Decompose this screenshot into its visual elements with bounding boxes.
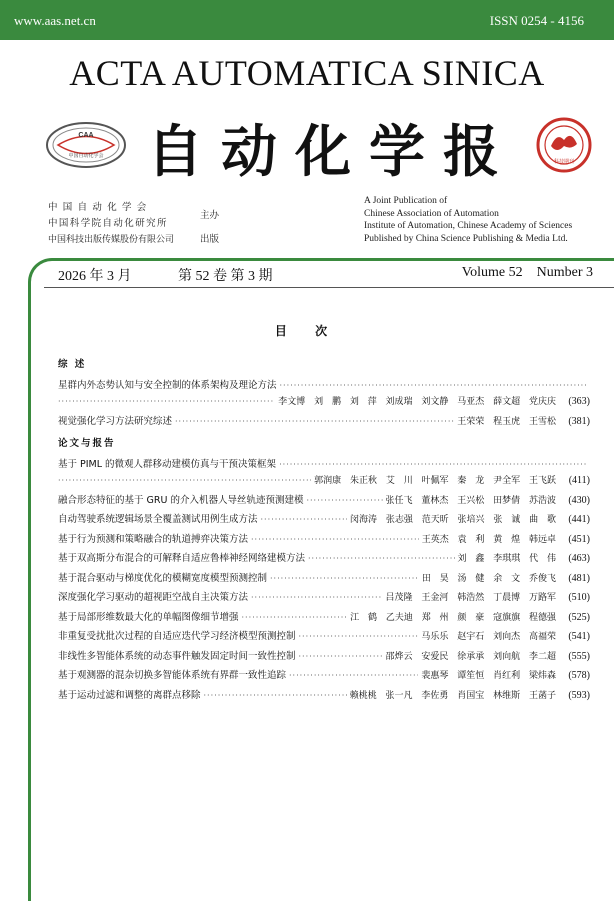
article-authors: 郭润康 朱正秋 艾 川 叶佩军 秦 龙 尹全军 王飞跃 xyxy=(314,476,556,486)
toc-entry[interactable] xyxy=(58,380,590,408)
article-authors: 邵烨云 安爱民 徐承承 刘向航 李二超 xyxy=(385,651,556,662)
issue-date: 2026 年 3 月 xyxy=(58,269,132,284)
article-page: (525) xyxy=(568,611,590,623)
caa-emblem-icon xyxy=(44,120,128,170)
article-title[interactable]: 基于运动过滤和调整的离群点移除 xyxy=(58,689,201,701)
article-title[interactable]: 非重复受扰批次过程的自适应迭代学习经济模型预测控制 xyxy=(58,631,296,642)
article-authors: 赖桃桃 张一凡 李佐勇 肖国宝 林维斯 王菡子 xyxy=(349,690,556,701)
article-page: (363) xyxy=(568,396,590,407)
article-authors: 王荣荣 程玉虎 王雪松 xyxy=(457,416,556,427)
publisher-org-2: 中国科学院自动化研究所 xyxy=(48,218,168,229)
article-authors: 吕茂隆 王金河 韩浩然 丁晨博 万路军 xyxy=(385,593,556,603)
article-page: (481) xyxy=(568,572,590,584)
article-page: (411) xyxy=(568,475,590,486)
seal-caption: 科技期刊 xyxy=(553,159,575,165)
toc-entry[interactable] xyxy=(58,631,590,643)
toc-heading: 目 次 xyxy=(274,324,340,338)
article-page: (578) xyxy=(568,670,590,681)
article-title[interactable]: 基于混合驱动与梯度优化的模糊宽度模型预测控制 xyxy=(58,572,268,584)
toc-entry[interactable] xyxy=(58,553,590,565)
joint-publication-line: A Joint Publication of xyxy=(364,196,448,206)
article-authors: 裴惠琴 谭笙恒 肖红利 梁炜森 xyxy=(421,671,556,681)
publishers-english xyxy=(364,195,572,245)
article-title[interactable]: 基于双高斯分布混合的可解释自适应鲁棒神经网络建模方法 xyxy=(58,553,306,564)
table-of-contents xyxy=(58,356,590,709)
issue-number: Number 3 xyxy=(536,265,593,280)
toc-entry[interactable] xyxy=(58,651,590,663)
issn-number: ISSN 0254 - 4156 xyxy=(489,13,584,28)
article-page: (441) xyxy=(568,514,590,525)
publishers-chinese xyxy=(48,200,230,248)
article-authors: 江 鹤 乙夫迪 郑 州 颜 豪 寇旗旗 程德强 xyxy=(350,612,556,623)
article-page: (430) xyxy=(568,494,590,506)
publisher-english-name: Published by China Science Publishing & Media Ltd. xyxy=(364,233,568,244)
toc-entry[interactable] xyxy=(58,592,590,604)
publisher-role: 出版 xyxy=(200,234,220,245)
publisher-org-3: 中国科技出版传媒股份有限公司 xyxy=(48,235,175,245)
caa-logo-abbrev: CAA xyxy=(78,132,94,139)
journal-title-english: ACTA AUTOMATICA SINICA xyxy=(69,53,545,93)
toc-entry[interactable] xyxy=(58,534,590,546)
section-reviews: 综 述 xyxy=(58,359,87,370)
journal-seal-icon xyxy=(535,116,593,174)
issue-info xyxy=(58,265,593,285)
article-title[interactable]: 基于观测器的混杂切换多智能体系统有界群一致性追踪 xyxy=(58,670,287,681)
volume-number: Volume 52 xyxy=(461,265,523,280)
article-authors: 王英杰 袁 利 黄 煌 韩远卓 xyxy=(421,534,556,545)
article-title[interactable]: 自动驾驶系统逻辑场景全覆盖测试用例生成方法 xyxy=(58,514,258,525)
article-page: (381) xyxy=(568,415,590,427)
article-title[interactable]: 融合形态特征的基于 GRU 的介入机器人导丝轨迹预测建模 xyxy=(58,494,304,506)
toc-entry[interactable] xyxy=(58,573,590,585)
toc-entry[interactable] xyxy=(58,670,590,682)
article-authors: 闵海涛 张志强 范天昕 张培兴 张 诚 曲 歌 xyxy=(349,515,556,525)
toc-entry[interactable] xyxy=(58,459,590,487)
article-title[interactable]: 非线性多智能体系统的动态事件触发固定时间一致性控制 xyxy=(58,650,296,662)
toc-entry[interactable] xyxy=(58,495,590,507)
article-authors: 田 昊 汤 健 余 文 乔俊飞 xyxy=(421,573,556,584)
article-page: (510) xyxy=(568,592,590,603)
article-page: (451) xyxy=(568,533,590,545)
caa-english-name: Chinese Association of Automation xyxy=(364,208,499,219)
article-page: (541) xyxy=(568,631,590,642)
article-title[interactable]: 视觉强化学习方法研究综述 xyxy=(58,415,173,427)
website-url[interactable]: www.aas.net.cn xyxy=(14,13,96,28)
top-banner xyxy=(0,0,614,40)
article-page: (555) xyxy=(568,650,590,662)
toc-entry[interactable] xyxy=(58,514,590,526)
caa-logo-name: 中国自动化学会 xyxy=(68,153,104,159)
article-authors: 张任飞 董林杰 王兴松 田梦倩 苏浩波 xyxy=(385,495,556,506)
article-authors: 刘 鑫 李琪琪 代 伟 xyxy=(457,554,556,564)
issue-volume-english xyxy=(462,265,593,281)
article-title[interactable]: 星群内外态势认知与安全控制的体系架构及理论方法 xyxy=(58,380,277,391)
ia-cas-english-name: Institute of Automation, Chinese Academy of Sciences xyxy=(364,221,573,231)
sponsor-role: 主办 xyxy=(200,210,220,221)
toc-entry[interactable] xyxy=(58,612,590,624)
article-authors: 马乐乐 赵宇石 刘向杰 高福荣 xyxy=(421,632,556,642)
article-title[interactable]: 基于 PIML 的微观人群移动建模仿真与干预决策框架 xyxy=(58,459,277,470)
journal-title-chinese: 自动化学报 xyxy=(147,120,517,185)
toc-entry[interactable] xyxy=(58,690,590,702)
publisher-org-1: 中国自动化学会 xyxy=(48,202,152,213)
issue-volume-chinese: 第 52 卷 第 3 期 xyxy=(178,269,273,284)
article-title[interactable]: 基于行为预测和策略融合的轨道搏弈决策方法 xyxy=(58,533,249,545)
article-title[interactable]: 深度强化学习驱动的超视距空战自主决策方法 xyxy=(58,592,249,603)
issue-divider xyxy=(44,287,614,288)
section-papers: 论文与报告 xyxy=(58,438,116,449)
toc-entry[interactable] xyxy=(58,416,590,428)
article-page: (593) xyxy=(568,689,590,701)
article-authors: 李文博 刘 鹏 刘 萍 刘成瑞 刘文静 马亚杰 薛文超 党庆庆 xyxy=(278,397,556,407)
article-title[interactable]: 基于局部形维数最大化的单幅图像细节增强 xyxy=(58,611,239,623)
article-page: (463) xyxy=(568,553,590,564)
